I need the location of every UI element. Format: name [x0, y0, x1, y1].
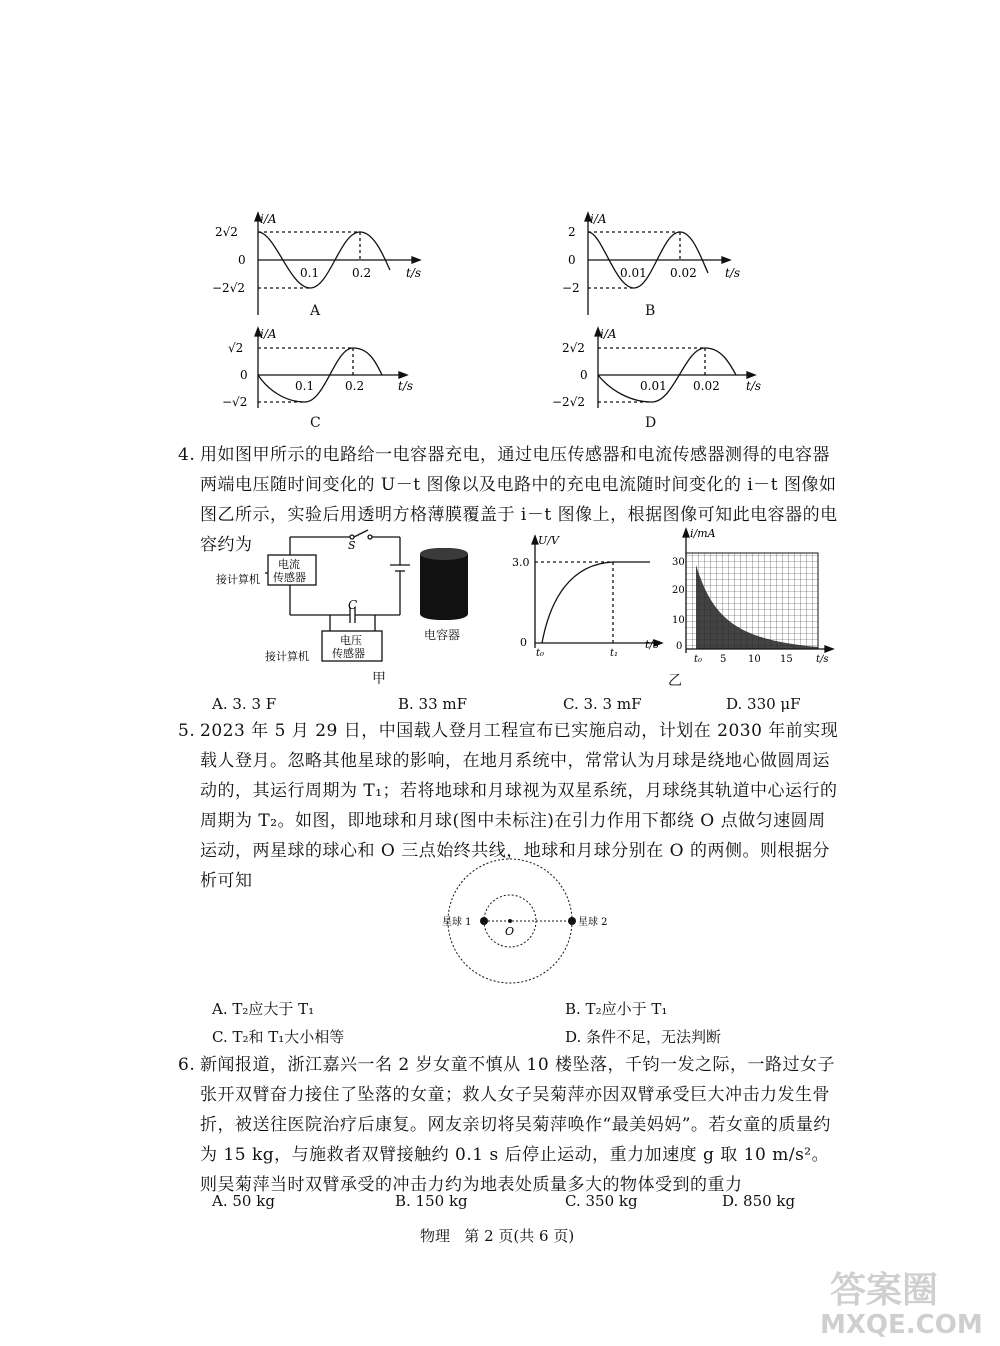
svg-text:15: 15 [780, 654, 793, 665]
svg-text:−√2: −√2 [222, 395, 248, 409]
svg-text:0.01: 0.01 [620, 266, 647, 280]
svg-text:t₀: t₀ [536, 648, 545, 659]
question-text: 新闻报道，浙江嘉兴一名 2 岁女童不慎从 10 楼坠落，千钧一发之际，一路过女子张开双臂奋力接住了坠落的女童；救人女子吴菊萍亦因双臂承受巨大冲击力发生骨折，被送往医院治疗后康复。网友亲切将吴菊萍唤作“最美妈妈”。若女童的质量约为 15 kg，与施救者双臂接触约 0.1 s 后停止运动，重力加速度 g 取 10 m/s²。则吴菊萍当时双臂承受的冲击力约为地表处质量多大的物体受到的重力 [200, 1055, 836, 1195]
svg-text:2√2: 2√2 [562, 341, 585, 355]
watermark-url: MXQE.COM [820, 1310, 983, 1340]
svg-text:电流: 电流 [278, 558, 300, 571]
svg-text:星球 2: 星球 2 [578, 917, 608, 928]
svg-text:电压: 电压 [340, 634, 362, 647]
y-axis-label: i/A [260, 212, 277, 226]
q4-option-c[interactable]: C. 3. 3 mF [563, 695, 642, 713]
svg-text:U/V: U/V [538, 534, 559, 547]
svg-text:5: 5 [720, 654, 727, 665]
svg-text:i/A: i/A [600, 327, 617, 341]
svg-text:t₁: t₁ [610, 648, 619, 659]
svg-text:t/s: t/s [725, 266, 741, 280]
svg-text:20: 20 [672, 585, 685, 596]
svg-text:2: 2 [568, 225, 576, 239]
svg-text:30: 30 [672, 557, 685, 568]
graph-d [540, 320, 780, 415]
q4-option-a[interactable]: A. 3. 3 F [212, 695, 277, 713]
watermark-logo: 答案圈 [830, 1270, 939, 1311]
question-6 [178, 1050, 840, 1200]
ut-graph [510, 530, 670, 660]
question-number: 5. [178, 721, 196, 741]
svg-text:t/s: t/s [816, 654, 829, 665]
graph-a-label: A [310, 303, 321, 319]
graph-b-label: B [645, 303, 656, 319]
svg-text:传感器: 传感器 [273, 571, 306, 584]
svg-text:0: 0 [238, 253, 246, 267]
svg-text:0.01: 0.01 [640, 379, 667, 393]
binary-star-diagram [440, 855, 608, 995]
graph-a [210, 205, 450, 330]
circuit-diagram [210, 525, 410, 685]
q4-option-d[interactable]: D. 330 μF [726, 695, 801, 713]
svg-text:传感器: 传感器 [332, 647, 365, 660]
svg-text:接计算机: 接计算机 [265, 650, 309, 663]
center-point [508, 919, 512, 923]
q5-option-b[interactable]: B. T₂应小于 T₁ [565, 1000, 668, 1018]
svg-text:10: 10 [748, 654, 761, 665]
svg-text:星球 1: 星球 1 [442, 917, 472, 928]
figure-caption-jia: 甲 [372, 671, 386, 687]
star-1-dot [480, 917, 488, 925]
svg-text:10: 10 [672, 615, 685, 626]
q6-option-b[interactable]: B. 150 kg [395, 1192, 468, 1210]
svg-text:0: 0 [580, 368, 588, 382]
it-graph [668, 525, 843, 665]
svg-text:2√2: 2√2 [215, 225, 238, 239]
q4-option-b[interactable]: B. 33 mF [398, 695, 468, 713]
svg-text:i/A: i/A [590, 212, 607, 226]
figure-caption-yi: 乙 [668, 673, 682, 689]
svg-text:S: S [348, 539, 356, 552]
question-text: 用如图甲所示的电路给一电容器充电，通过电压传感器和电流传感器测得的电容器两端电压随时间变化的 U－t 图像以及电路中的充电电流随时间变化的 i－t 图像如图乙所示，实验后用透明方格薄膜覆盖于 i－t 图像上，根据图像可知此电容器的电容约为 [200, 445, 838, 555]
svg-text:0.1: 0.1 [295, 379, 315, 393]
svg-text:0.02: 0.02 [670, 266, 697, 280]
svg-text:√2: √2 [228, 341, 244, 355]
q6-option-a[interactable]: A. 50 kg [212, 1192, 275, 1210]
capacitor-photo-top [420, 548, 468, 560]
q5-option-a[interactable]: A. T₂应大于 T₁ [212, 1000, 315, 1018]
svg-text:−2√2: −2√2 [212, 281, 245, 295]
graph-b [540, 205, 780, 330]
svg-text:t/s: t/s [398, 379, 414, 393]
svg-text:0.02: 0.02 [693, 379, 720, 393]
svg-text:t/s: t/s [645, 638, 659, 651]
charging-curve [542, 562, 650, 643]
q5-option-c[interactable]: C. T₂和 T₁大小相等 [212, 1028, 345, 1046]
svg-text:t₀: t₀ [694, 654, 703, 665]
question-number: 4. [178, 445, 196, 465]
svg-text:0: 0 [676, 641, 683, 652]
graph-c [210, 320, 450, 415]
q6-option-d[interactable]: D. 850 kg [722, 1192, 796, 1210]
svg-text:t/s: t/s [746, 379, 762, 393]
svg-text:0.1: 0.1 [300, 266, 320, 280]
graph-c-label: C [310, 415, 321, 431]
svg-text:O: O [505, 925, 515, 938]
graph-d-label: D [645, 415, 657, 431]
star-2-dot [568, 917, 576, 925]
svg-text:−2: −2 [562, 281, 580, 295]
question-text: 2023 年 5 月 29 日，中国载人登月工程宣布已实施启动，计划在 2030 年前实现载人登月。忽略其他星球的影响，在地月系统中，常常认为月球是绕地心做圆周运动的，其运行周期为 T₁；若将地球和月球视为双星系统，月球绕其轨道中心运行的周期为 T₂。如图，即地球和月球(图中未标注)在引力作用下都绕 O 点做匀速圆周运动，两星球的球心和 O 三点始终共线，地球和月球分别在 O 的两侧。则根据分析可知 [200, 721, 839, 891]
svg-text:t/s: t/s [406, 266, 422, 280]
svg-text:−2√2: −2√2 [552, 395, 585, 409]
svg-text:i/mA: i/mA [690, 527, 716, 540]
svg-text:0: 0 [240, 368, 248, 382]
svg-text:0: 0 [568, 253, 576, 267]
question-number: 6. [178, 1055, 196, 1075]
q6-option-c[interactable]: C. 350 kg [565, 1192, 638, 1210]
svg-text:0.2: 0.2 [352, 266, 372, 280]
svg-text:i/A: i/A [260, 327, 277, 341]
svg-text:0: 0 [520, 636, 527, 649]
capacitor-photo-label: 电容器 [424, 628, 461, 642]
svg-text:接计算机: 接计算机 [216, 573, 260, 586]
q5-option-d[interactable]: D. 条件不足，无法判断 [565, 1028, 722, 1046]
svg-text:C: C [348, 598, 358, 612]
svg-text:3.0: 3.0 [512, 556, 530, 569]
page-footer: 物理 第 2 页(共 6 页) [420, 1227, 575, 1245]
svg-text:0.2: 0.2 [345, 379, 365, 393]
